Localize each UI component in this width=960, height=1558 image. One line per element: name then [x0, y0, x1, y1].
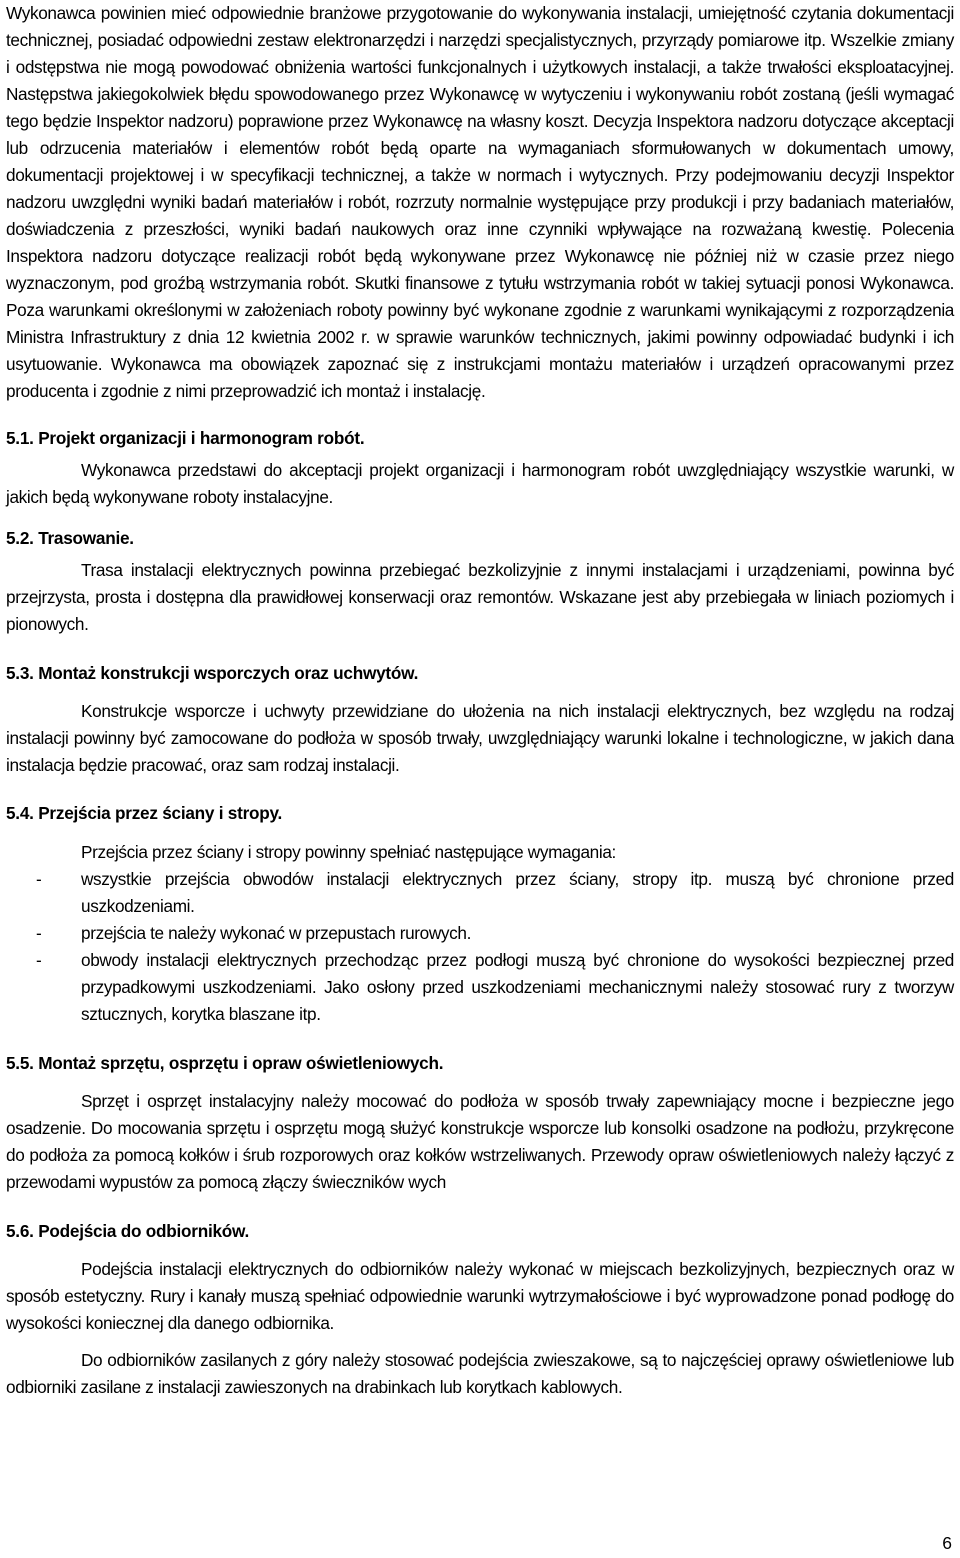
list-dash: - [36, 950, 42, 970]
list-dash: - [36, 923, 42, 943]
section-5-6-text-2: Do odbiorników zasilanych z góry należy stosować podejścia zwieszakowe, są to najczęściej oprawy oświetleniowe lub odbiorniki zasilane z instalacji zawieszonych na drabinkach lub korytkach kablowych. [6, 1350, 954, 1397]
list-item [6, 947, 954, 1028]
section-5-3-heading: 5.3. Montaż konstrukcji wsporczych oraz uchwytów. [6, 663, 419, 683]
list-item [6, 920, 954, 947]
section-5-4-heading: 5.4. Przejścia przez ściany i stropy. [6, 803, 283, 823]
section-5-6-heading: 5.6. Podejścia do odbiorników. [6, 1221, 250, 1241]
section-5-2-text: Trasa instalacji elektrycznych powinna przebiegać bezkolizyjnie z innymi instalacjami i urządzeniami, powinna być przejrzysta, prosta i dostępna dla prawidłowej konserwacji oraz remontów. Wskazane jest aby przebiegała w liniach poziomych i pionowych. [6, 560, 954, 634]
section-5-3-text: Konstrukcje wsporcze i uchwyty przewidziane do ułożenia na nich instalacji elektrycznych, bez względu na rodzaj instalacji powinny być zamocowane do podłoża w sposób trwały, uwzględniający warunki lokalne i technologiczne, w jakich dana instalacja będzie pracować, oraz sam rodzaj instalacji. [6, 701, 954, 775]
section-5-1-heading: 5.1. Projekt organizacji i harmonogram robót. [6, 428, 365, 448]
intro-paragraph: Wykonawca powinien mieć odpowiednie branżowe przygotowanie do wykonywania instalacji, umiejętność czytania dokumentacji technicznej, posiadać odpowiedni zestaw elektronarzędzi i narzędzi specjalistycznych, przyrządy pomiarowe itp. Wszelkie zmiany i odstępstwa nie mogą powodować obniżenia wartości funkcjonalnych i użytkowych instalacji, a także trwałości eksploatacyjnej. Następstwa jakiegokolwiek błędu spowodowanego przez Wykonawcę w wytyczeniu i wykonywaniu robót zostaną (jeśli wymagać tego będzie Inspektor nadzoru) poprawione przez Wykonawcę na własny koszt. Decyzja Inspektora nadzoru dotyczące akceptacji lub odrzucenia materiałów i elementów robót będą oparte na wymaganiach sformułowanych w dokumentach umowy, dokumentacji projektowej i w specyfikacji technicznej, a także w normach i wytycznych. Przy podejmowaniu decyzji Inspektor nadzoru uwzględni wyniki badań materiałów i robót, rozrzuty normalnie występujące przy produkcji i przy badaniach materiałów, doświadczenia z przeszłości, wyniki badań naukowych oraz inne czynniki wpływające na rozważaną kwestię. Polecenia Inspektora nadzoru dotyczące realizacji robót będą wykonywane przez Wykonawcę nie później niż w czasie przez niego wyznaczonym, pod groźbą wstrzymania robót. Skutki finansowe z tytułu wstrzymania robót w takiej sytuacji ponosi Wykonawca. Poza warunkami określonymi w założeniach roboty powinny być wykonane zgodnie z warunkami wynikającymi z rozporządzenia Ministra Infrastruktury z dnia 12 kwietnia 2002 r. w sprawie warunków technicznych, jakimi powinny odpowiadać budynki i ich usytuowanie. Wykonawca ma obowiązek zapoznać się z instrukcjami montażu materiałów i urządzeń opracowanymi przez producenta i zgodnie z nimi przeprowadzić ich montaż i instalację. [6, 3, 954, 401]
section-5-5-text: Sprzęt i osprzęt instalacyjny należy mocować do podłoża w sposób trwały zapewniający mocne i bezpieczne jego osadzenie. Do mocowania sprzętu i osprzętu mogą służyć konstrukcje wsporcze lub konsolki osadzone na podłożu, przykręcone do podłoża za pomocą kołków i śrub rozporowych oraz kołków wstrzeliwanych. Przewody opraw oświetleniowych należy łączyć z przewodami wypustów za pomocą złączy świeczników wych [6, 1091, 954, 1192]
list-item-text: obwody instalacji elektrycznych przechodząc przez podłogi muszą być chronione do wysokości bezpiecznej przed przypadkowymi uszkodzeniami. Jako osłony przed uszkodzeniami mechanicznymi należy stosować rury z tworzyw sztucznych, korytka blaszane itp. [81, 950, 954, 1024]
section-5-1-text: Wykonawca przedstawi do akceptacji projekt organizacji i harmonogram robót uwzględniający wszystkie warunki, w jakich będą wykonywane roboty instalacyjne. [6, 460, 954, 507]
page-number: 6 [942, 1533, 952, 1553]
section-5-2-heading: 5.2. Trasowanie. [6, 528, 134, 548]
list-item-text: wszystkie przejścia obwodów instalacji elektrycznych przez ściany, stropy itp. muszą być chronione przed uszkodzeniami. [81, 869, 954, 916]
list-item-text: przejścia te należy wykonać w przepustach rurowych. [81, 923, 472, 943]
section-5-4-intro: Przejścia przez ściany i stropy powinny spełniać następujące wymagania: [81, 842, 616, 862]
section-5-6-text-1: Podejścia instalacji elektrycznych do odbiorników należy wykonać w miejscach bezkolizyjnych, bezpiecznych oraz w sposób estetyczny. Rury i kanały muszą spełniać odpowiednie warunki wytrzymałościowe i być wyprowadzone ponad podłogę do wysokości koniecznej dla danego odbiornika. [6, 1259, 954, 1333]
section-5-5-heading: 5.5. Montaż sprzętu, osprzętu i opraw oświetleniowych. [6, 1053, 444, 1073]
list-dash: - [36, 869, 42, 889]
document-page [6, 0, 954, 1401]
list-item [6, 866, 954, 920]
requirements-list [6, 866, 954, 1028]
